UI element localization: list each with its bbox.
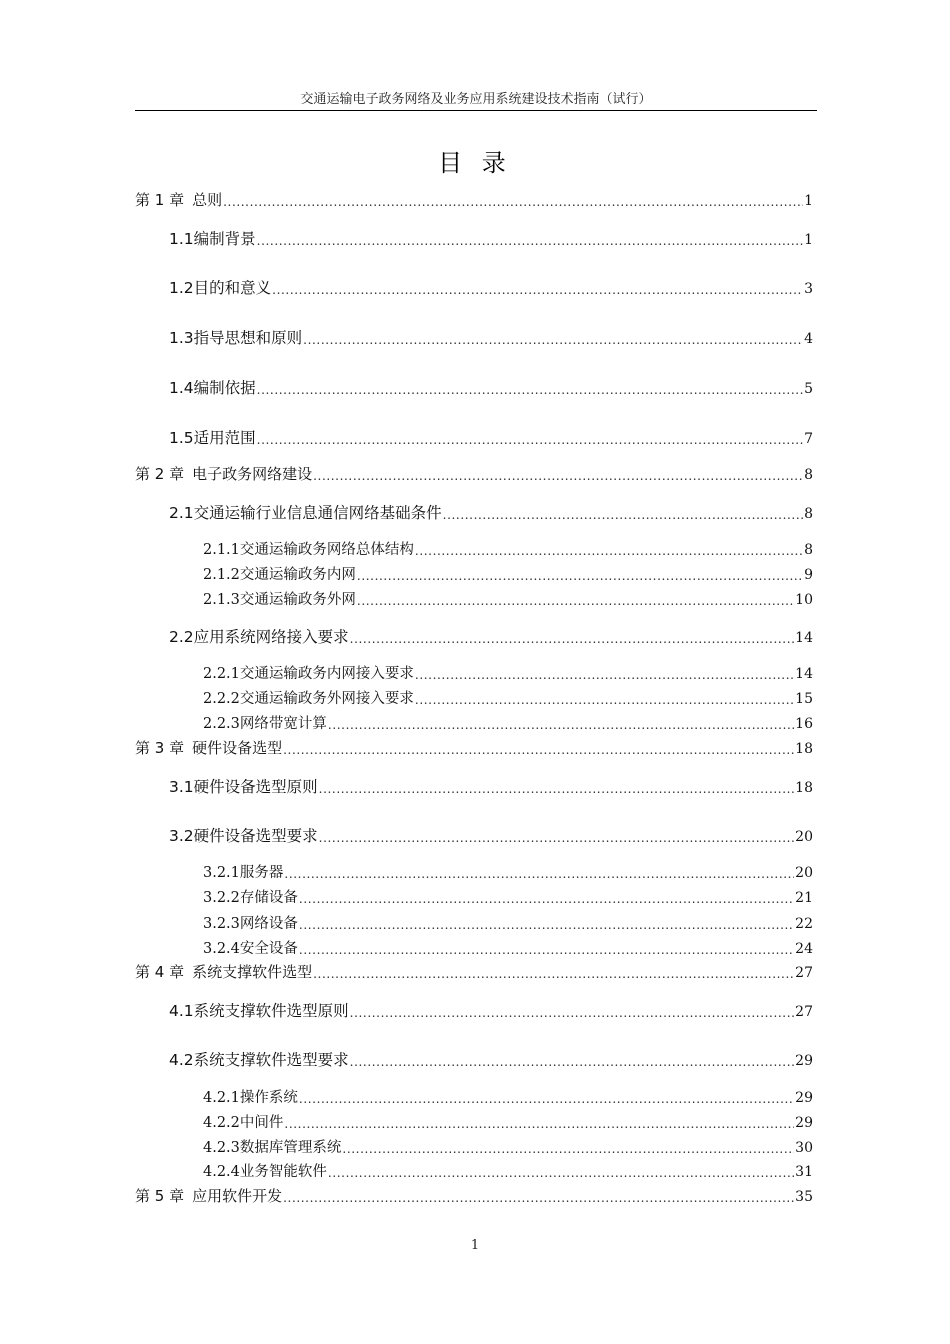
toc-entry[interactable] bbox=[203, 712, 813, 733]
toc-entry-title: 交通运输政务外网 bbox=[239, 592, 356, 608]
toc-entry-page: 14 bbox=[795, 630, 813, 646]
dot-leader bbox=[415, 668, 794, 683]
toc-entry[interactable] bbox=[203, 1136, 813, 1157]
toc-entry-number: 1.2 bbox=[169, 279, 194, 297]
toc-entry-page: 3 bbox=[804, 281, 813, 297]
toc-entry-number: 第 3 章 bbox=[135, 739, 185, 757]
toc-entry[interactable] bbox=[203, 588, 813, 609]
toc-entry-number: 3.2.2 bbox=[203, 890, 240, 906]
toc-entry-title: 目的和意义 bbox=[193, 279, 272, 297]
toc-entry[interactable] bbox=[203, 886, 813, 907]
toc-entry-page: 18 bbox=[795, 780, 813, 796]
dot-leader bbox=[415, 544, 803, 559]
dot-leader bbox=[284, 867, 794, 882]
dot-leader bbox=[357, 569, 803, 584]
toc-entry-title: 指导思想和原则 bbox=[193, 329, 303, 347]
toc-entry-number: 4.2.1 bbox=[203, 1090, 240, 1106]
toc-entry-page: 18 bbox=[795, 741, 813, 757]
toc-entry[interactable] bbox=[169, 426, 813, 448]
toc-entry-number: 1.3 bbox=[169, 329, 194, 347]
toc-entry-page: 20 bbox=[795, 865, 813, 881]
toc-entry-title: 数据库管理系统 bbox=[239, 1140, 342, 1156]
header-rule bbox=[135, 110, 817, 111]
dot-leader bbox=[328, 1166, 794, 1181]
toc-entry-page: 30 bbox=[795, 1140, 813, 1156]
toc-entry[interactable] bbox=[203, 861, 813, 882]
toc-entry-page: 1 bbox=[804, 232, 813, 248]
toc-entry-title: 交通运输政务外网接入要求 bbox=[239, 691, 414, 707]
toc-entry-number: 2.1.3 bbox=[203, 592, 240, 608]
toc-entry[interactable] bbox=[135, 961, 813, 982]
toc-entry-number: 3.2.4 bbox=[203, 941, 240, 957]
toc-entry[interactable] bbox=[169, 326, 813, 348]
toc-entry-title: 编制依据 bbox=[193, 379, 256, 397]
dot-leader bbox=[272, 282, 803, 298]
toc-entry-number: 1.5 bbox=[169, 429, 194, 447]
toc-entry[interactable] bbox=[203, 1086, 813, 1107]
toc-entry-number: 4.2.4 bbox=[203, 1164, 240, 1180]
dot-leader bbox=[319, 830, 795, 846]
toc-entry-page: 31 bbox=[795, 1164, 813, 1180]
toc-entry-title: 网络带宽计算 bbox=[239, 716, 327, 732]
dot-leader bbox=[319, 781, 795, 797]
toc-entry-number: 2.1 bbox=[169, 504, 194, 522]
toc-entry-title: 系统支撑软件选型 bbox=[192, 963, 313, 981]
toc-entry[interactable] bbox=[203, 538, 813, 559]
toc-entry-number: 3.2.1 bbox=[203, 865, 240, 881]
toc-entry-page: 9 bbox=[804, 567, 813, 583]
toc-entry-page: 20 bbox=[795, 829, 813, 845]
toc-entry-page: 15 bbox=[795, 691, 813, 707]
dot-leader bbox=[257, 233, 803, 249]
dot-leader bbox=[283, 1190, 794, 1205]
toc-entry-page: 21 bbox=[795, 890, 813, 906]
toc-entry[interactable] bbox=[135, 463, 813, 484]
toc-entry-number: 1.1 bbox=[169, 230, 194, 248]
dot-leader bbox=[357, 594, 794, 609]
toc-entry-title: 编制背景 bbox=[193, 230, 256, 248]
toc-entry-title: 电子政务网络建设 bbox=[192, 465, 313, 483]
toc-entry-title: 业务智能软件 bbox=[239, 1164, 327, 1180]
toc-entry-title: 服务器 bbox=[239, 865, 284, 881]
toc-entry-number: 2.2.1 bbox=[203, 666, 240, 682]
toc-entry-title: 交通运输行业信息通信网络基础条件 bbox=[193, 504, 442, 522]
toc-entry-title: 应用软件开发 bbox=[192, 1187, 283, 1205]
toc-entry[interactable] bbox=[203, 1111, 813, 1132]
toc-entry-number: 4.2 bbox=[169, 1051, 194, 1069]
dot-leader bbox=[415, 693, 794, 708]
toc-entry-page: 27 bbox=[795, 1004, 813, 1020]
toc-entry-title: 交通运输政务内网 bbox=[239, 567, 356, 583]
toc-entry-number: 3.1 bbox=[169, 778, 194, 796]
toc-entry-number: 4.2.3 bbox=[203, 1140, 240, 1156]
toc-entry-page: 35 bbox=[795, 1189, 813, 1205]
toc-entry[interactable] bbox=[135, 189, 813, 210]
toc-entry-number: 2.2.2 bbox=[203, 691, 240, 707]
running-header: 交通运输电子政务网络及业务应用系统建设技术指南（试行） bbox=[300, 92, 652, 107]
dot-leader bbox=[443, 507, 803, 523]
toc-entry[interactable] bbox=[203, 937, 813, 958]
toc-entry-number: 第 4 章 bbox=[135, 963, 185, 981]
toc-entry[interactable] bbox=[135, 1185, 813, 1206]
toc-entry-title: 中间件 bbox=[239, 1115, 284, 1131]
toc-entry-page: 16 bbox=[795, 716, 813, 732]
toc-entry-title: 总则 bbox=[192, 191, 223, 209]
dot-leader bbox=[303, 332, 803, 348]
toc-entry-page: 7 bbox=[804, 431, 813, 447]
toc-entry[interactable] bbox=[169, 227, 813, 249]
toc-entry-title: 适用范围 bbox=[193, 429, 256, 447]
toc-entry-number: 3.2.3 bbox=[203, 916, 240, 932]
toc-entry[interactable] bbox=[169, 824, 813, 846]
toc-entry[interactable] bbox=[169, 1048, 813, 1070]
toc-entry-page: 8 bbox=[804, 467, 813, 483]
toc-entry-number: 第 5 章 bbox=[135, 1187, 185, 1205]
dot-leader bbox=[350, 1005, 795, 1021]
toc-entry[interactable] bbox=[203, 912, 813, 933]
toc-entry-page: 4 bbox=[804, 331, 813, 347]
toc-entry-title: 硬件设备选型要求 bbox=[193, 827, 318, 845]
toc-entry-title: 安全设备 bbox=[239, 941, 298, 957]
dot-leader bbox=[257, 382, 803, 398]
toc-entry-title: 交通运输政务网络总体结构 bbox=[239, 542, 414, 558]
toc-entry-page: 27 bbox=[795, 965, 813, 981]
toc-entry-number: 第 2 章 bbox=[135, 465, 185, 483]
dot-leader bbox=[328, 718, 794, 733]
dot-leader bbox=[313, 468, 803, 483]
dot-leader bbox=[299, 943, 794, 958]
toc-entry[interactable] bbox=[169, 501, 813, 523]
toc-entry-number: 2.1.1 bbox=[203, 542, 240, 558]
toc-entry-number: 1.4 bbox=[169, 379, 194, 397]
toc-entry-number: 4.1 bbox=[169, 1002, 194, 1020]
toc-entry-page: 14 bbox=[795, 666, 813, 682]
toc-entry[interactable] bbox=[203, 563, 813, 584]
dot-leader bbox=[299, 918, 794, 933]
toc-entry[interactable] bbox=[169, 999, 813, 1021]
dot-leader bbox=[299, 1092, 794, 1107]
toc-entry-number: 2.2 bbox=[169, 628, 194, 646]
dot-leader bbox=[257, 432, 803, 448]
toc-entry-number: 第 1 章 bbox=[135, 191, 185, 209]
toc-entry-page: 29 bbox=[795, 1115, 813, 1131]
toc-entry-title: 硬件设备选型原则 bbox=[193, 778, 318, 796]
toc-entry-page: 29 bbox=[795, 1053, 813, 1069]
toc-entry-title: 应用系统网络接入要求 bbox=[193, 628, 349, 646]
toc-entry-number: 4.2.2 bbox=[203, 1115, 240, 1131]
toc-entry-page: 22 bbox=[795, 916, 813, 932]
toc-entry-page: 8 bbox=[804, 542, 813, 558]
toc-entry-page: 8 bbox=[804, 506, 813, 522]
dot-leader bbox=[283, 742, 794, 757]
toc-entry-title: 系统支撑软件选型原则 bbox=[193, 1002, 349, 1020]
toc-entry-title: 硬件设备选型 bbox=[192, 739, 283, 757]
toc-entry-title: 系统支撑软件选型要求 bbox=[193, 1051, 349, 1069]
toc-entry-title: 交通运输政务内网接入要求 bbox=[239, 666, 414, 682]
toc-entry-title: 操作系统 bbox=[239, 1090, 298, 1106]
toc-title: 目 录 bbox=[438, 149, 512, 177]
toc-entry[interactable] bbox=[135, 737, 813, 758]
toc-entry-page: 29 bbox=[795, 1090, 813, 1106]
toc-entry[interactable] bbox=[203, 662, 813, 683]
toc-entry-page: 1 bbox=[804, 193, 813, 209]
toc-entry-number: 2.1.2 bbox=[203, 567, 240, 583]
dot-leader bbox=[299, 892, 794, 907]
page-number: 1 bbox=[470, 1238, 480, 1253]
toc-entry[interactable] bbox=[169, 376, 813, 398]
dot-leader bbox=[223, 194, 803, 209]
toc-entry-title: 网络设备 bbox=[239, 916, 298, 932]
dot-leader bbox=[342, 1142, 794, 1157]
dot-leader bbox=[313, 966, 794, 981]
toc-entry[interactable] bbox=[203, 1160, 813, 1181]
toc-entry[interactable] bbox=[169, 625, 813, 647]
dot-leader bbox=[350, 1054, 795, 1070]
dot-leader bbox=[284, 1117, 794, 1132]
toc-entry-page: 10 bbox=[795, 592, 813, 608]
toc-entry-number: 2.2.3 bbox=[203, 716, 240, 732]
toc-entry[interactable] bbox=[169, 775, 813, 797]
toc-entry[interactable] bbox=[169, 276, 813, 298]
toc-entry-number: 3.2 bbox=[169, 827, 194, 845]
toc-entry[interactable] bbox=[203, 687, 813, 708]
toc-entry-page: 5 bbox=[804, 381, 813, 397]
toc-entry-page: 24 bbox=[795, 941, 813, 957]
toc-entry-title: 存储设备 bbox=[239, 890, 298, 906]
dot-leader bbox=[350, 631, 795, 647]
